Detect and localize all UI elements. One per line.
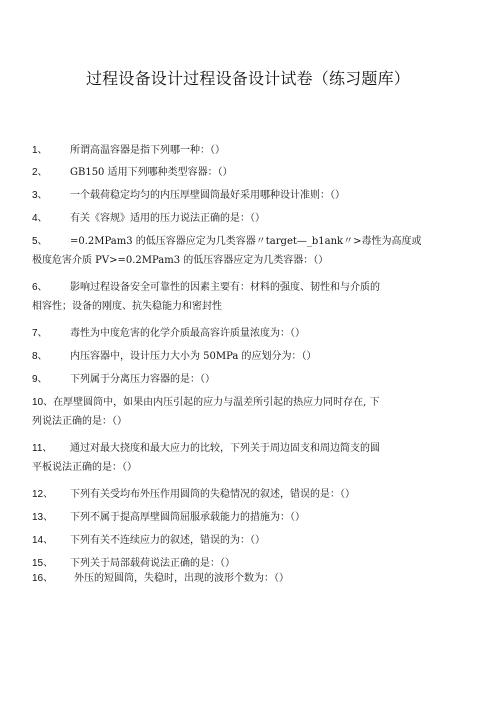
question-number: 12、 [32, 489, 54, 500]
question-number: 10、 [32, 397, 54, 408]
question-item [32, 209, 472, 228]
question-number: 13、 [32, 512, 54, 523]
question-text: 内压容器中，设计压力大小为 50MPa 的应划分为：（） [70, 351, 317, 362]
question-item [32, 531, 472, 550]
question-item [32, 232, 472, 270]
question-text-continued: 平板说法正确的是：（） [32, 462, 137, 473]
question-text-continued: 列说法正确的是：（） [32, 416, 127, 427]
question-item [32, 347, 472, 366]
question-number: 7、 [32, 328, 48, 339]
question-item [32, 508, 472, 527]
question-text: 一个载荷稳定均匀的内压厚壁圆筒最好采用哪种设计准则：（） [70, 190, 345, 201]
question-number: 5、 [32, 236, 48, 247]
question-number: 15、 [32, 558, 54, 569]
question-item [32, 393, 472, 431]
question-text: 影响过程设备安全可靠性的因素主要有：材料的强度、韧性和与介质的 [70, 282, 380, 293]
question-item [32, 324, 472, 343]
question-number: 4、 [32, 213, 48, 224]
question-number: 14、 [32, 535, 54, 546]
question-number: 11、 [32, 443, 53, 454]
question-text: 下列不属于提高厚壁圆筒屈服承载能力的措施为：（） [70, 512, 305, 523]
document-title: 过程设备设计过程设备设计试卷（练习题库） [85, 69, 410, 88]
question-text: GB150 适用下列哪种类型容器：（） [70, 167, 233, 178]
question-number: 8、 [32, 351, 48, 362]
question-item [32, 370, 472, 389]
question-text: 毒性为中度危害的化学介质最高容许质量浓度为：（） [70, 328, 305, 339]
question-text-continued: 相容性；设备的刚度、抗失稳能力和密封性 [32, 301, 222, 312]
question-text: 下列有关不连续应力的叙述，错误的为：（） [70, 535, 265, 546]
question-text: 有关《容规》适用的压力说法正确的是：（） [70, 213, 265, 224]
question-item [32, 141, 472, 160]
question-text: 外压的短圆筒，失稳时，出现的波形个数为：（） [74, 573, 289, 584]
question-number: 9、 [32, 374, 48, 385]
question-item [32, 439, 472, 477]
question-text: =0.2MPam3 的低压容器应定为几类容器〃target—_b1ank〃>毒性为高度或 [70, 236, 422, 247]
question-text: 在厚壁圆筒中，如果由内压引起的应力与温差所引起的热应力同时存在, 下 [53, 397, 380, 408]
question-item [32, 569, 472, 588]
question-text: 下列有关受均布外压作用圆筒的失稳情况的叙述，错误的是：（） [70, 489, 355, 500]
question-number: 3、 [32, 190, 48, 201]
question-text: 通过对最大挠度和最大应力的比较，下列关于周边固支和周边简支的圆 [70, 443, 380, 454]
question-number: 6、 [32, 282, 48, 293]
question-number: 2、 [32, 167, 48, 178]
question-item [32, 485, 472, 504]
question-item [32, 163, 472, 182]
question-text: 下列属于分离压力容器的是：（） [70, 374, 215, 385]
question-text-continued: 极度危害介质 PV>=0.2MPam3 的低压容器应定为几类容器：（） [32, 255, 329, 266]
question-number: 1、 [32, 145, 48, 156]
question-text: 下列关于局部载荷说法正确的是：（） [70, 558, 235, 569]
question-number: 16、 [32, 573, 54, 584]
question-item [32, 278, 472, 316]
question-text: 所谓高温容器是指下列哪一种：（） [70, 145, 225, 156]
question-item [32, 186, 472, 205]
